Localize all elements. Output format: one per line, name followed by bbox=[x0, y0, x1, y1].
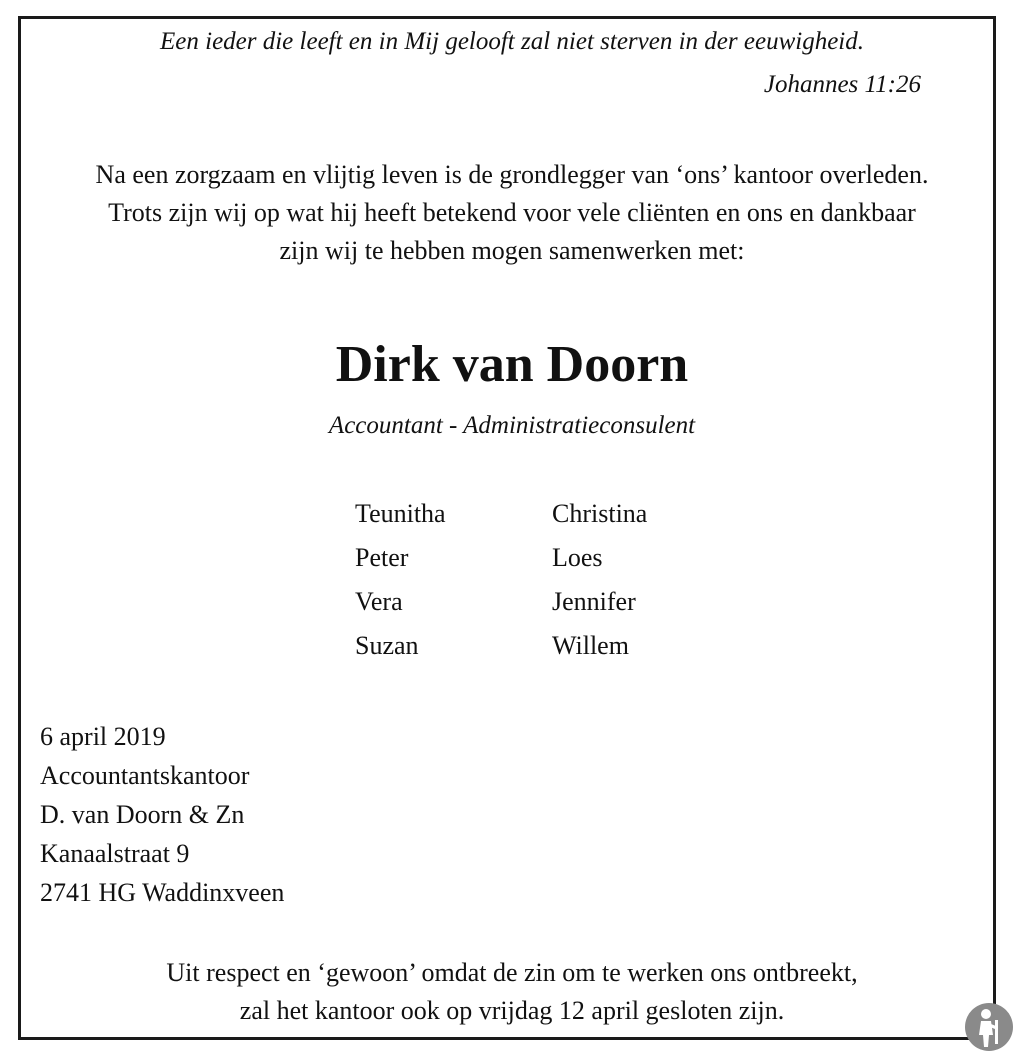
address-city: 2741 HG Waddinxveen bbox=[40, 878, 285, 907]
colleague-names bbox=[355, 497, 752, 673]
closing-paragraph bbox=[0, 954, 1024, 1030]
intro-line: zijn wij te hebben mogen samenwerken met: bbox=[279, 236, 745, 265]
bible-verse-reference: Johannes 11:26 bbox=[763, 71, 921, 98]
colleague-name: Vera bbox=[355, 587, 403, 616]
intro-line: Trots zijn wij op wat hij heeft betekend voor vele cliënten en ons en dankbaar bbox=[108, 198, 916, 227]
address-company-name: D. van Doorn & Zn bbox=[40, 800, 245, 829]
memorial-figure-icon bbox=[964, 1002, 1014, 1052]
bible-verse: Een ieder die leeft en in Mij gelooft zal niet sterven in der eeuwigheid. bbox=[160, 28, 864, 55]
sender-address bbox=[40, 717, 284, 912]
intro-paragraph bbox=[0, 156, 1024, 270]
colleague-name: Christina bbox=[552, 499, 648, 528]
address-street: Kanaalstraat 9 bbox=[40, 839, 190, 868]
address-date: 6 april 2019 bbox=[40, 722, 166, 751]
deceased-title: Accountant - Administratieconsulent bbox=[328, 412, 696, 439]
colleague-name: Teunitha bbox=[355, 499, 446, 528]
deceased-name: Dirk van Doorn bbox=[335, 336, 689, 393]
intro-line: Na een zorgzaam en vlijtig leven is de grondlegger van ‘ons’ kantoor overleden. bbox=[95, 160, 929, 189]
closing-line: Uit respect en ‘gewoon’ omdat de zin om te werken ons ontbreekt, bbox=[166, 958, 858, 987]
colleague-name: Suzan bbox=[355, 631, 419, 660]
closing-line: zal het kantoor ook op vrijdag 12 april gesloten zijn. bbox=[239, 996, 785, 1025]
colleague-name: Loes bbox=[552, 543, 603, 572]
colleague-name: Willem bbox=[552, 631, 629, 660]
colleague-name: Jennifer bbox=[552, 587, 636, 616]
colleague-name: Peter bbox=[355, 543, 409, 572]
address-company-type: Accountantskantoor bbox=[40, 761, 250, 790]
